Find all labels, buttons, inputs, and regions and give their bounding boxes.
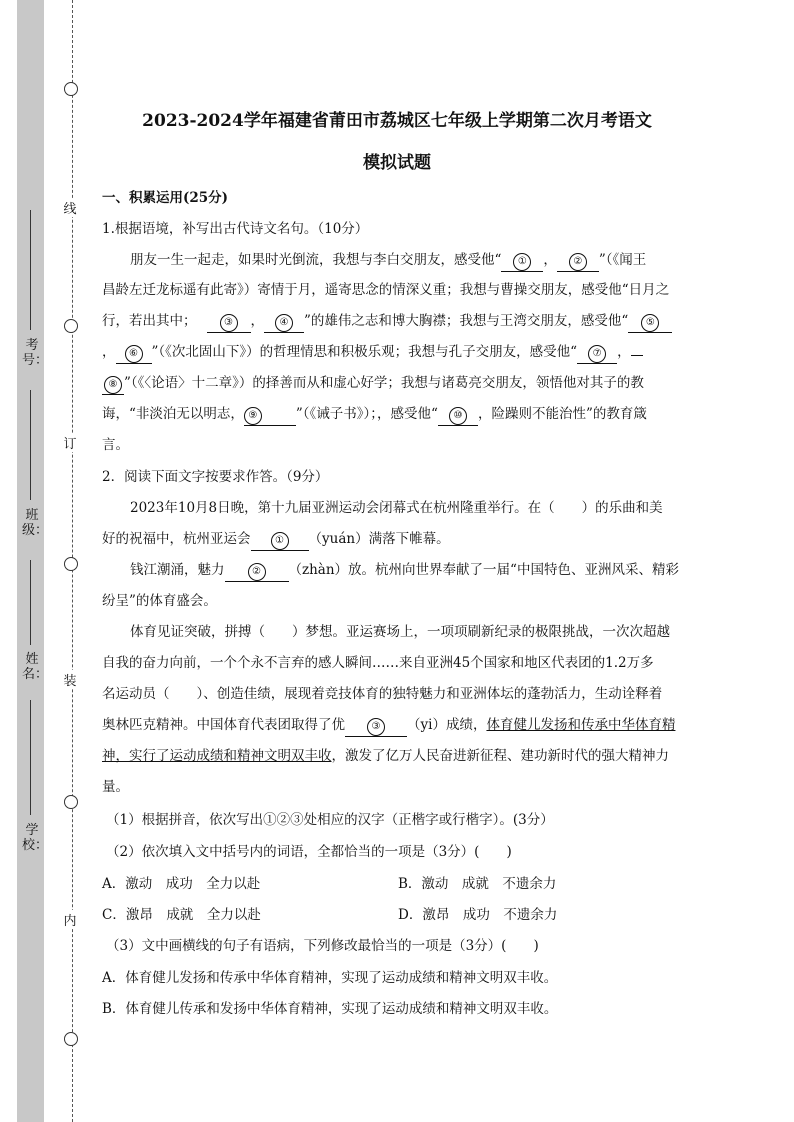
q1-prompt: 1.根据语境，补写出古代诗文名句。（10分） [102, 221, 369, 237]
text: 好的祝福中，杭州亚运会 [102, 531, 251, 547]
text: ”（《诫子书》）；，感受他“ [295, 406, 438, 422]
fill-line-xingming [30, 560, 31, 645]
q1-line [102, 309, 672, 333]
label-xingming: 姓名： [22, 652, 49, 682]
q1-line: 昌龄左迁龙标遥有此寄》）寄情于月，遥寄思念的情深义重；我想与曹操交朋友，感受他“日月之 [102, 282, 670, 298]
num-3: ③ [220, 314, 238, 332]
binding-char-zhuang: 装 [62, 670, 78, 689]
blank-6[interactable] [116, 344, 152, 364]
q1-line [102, 371, 644, 395]
binding-char-xian: 线 [62, 198, 78, 217]
label-xuexiao: 学校： [22, 823, 49, 853]
binding-hole [64, 1032, 78, 1046]
q2-sub2: （2）依次填入文中括号内的词语，全都恰当的一项是（3分）( ) [106, 844, 512, 860]
binding-hole [64, 557, 78, 571]
blank-q2-1[interactable] [251, 531, 309, 551]
blank-9[interactable] [244, 406, 296, 426]
text: ， [543, 252, 557, 268]
option-a[interactable]: A．激动 成功 全力以赴 [102, 876, 261, 892]
text: ， [250, 313, 264, 329]
text: ，激发了亿万人民奋进新征程、建功新时代的强大精神力 [331, 748, 669, 764]
num-5: ⑤ [641, 314, 659, 332]
blank-q2-2[interactable] [225, 562, 289, 582]
blank-8[interactable] [102, 375, 124, 395]
answer-a[interactable]: A．体育健儿发扬和传承中华体育精神，实现了运动成绩和精神文明双丰收。 [102, 970, 558, 986]
q2-para-line: 自我的奋力向前，一个个永不言弃的感人瞬间……来自亚洲45个国家和地区代表团的1.2万多 [102, 655, 654, 671]
blank-q2-3[interactable] [345, 717, 407, 737]
num-2: ② [248, 563, 266, 581]
text: （yuán）满落下帷幕。 [308, 531, 450, 547]
num-2: ② [569, 253, 587, 271]
num-7: ⑦ [588, 345, 606, 363]
binding-char-ding: 订 [62, 433, 78, 452]
text: ， [617, 344, 631, 360]
num-6: ⑥ [125, 345, 143, 363]
text: 朋友一生一起走，如果时光倒流，我想与李白交朋友，感受他“ [130, 252, 502, 268]
q2-prompt: 2．阅读下面文字按要求作答。（9分） [102, 469, 329, 485]
text: ”（《〈论语〉十二章》）的择善而从和虚心好学；我想与诸葛亮交朋友，领悟他对其子的教 [124, 375, 644, 391]
q2-para-line: 量。 [102, 779, 129, 795]
blank-5[interactable] [628, 313, 672, 333]
q2-para-line: 2023年10月8日晚，第十九届亚洲运动会闭幕式在杭州隆重举行。在（ ）的乐曲和美 [130, 500, 663, 516]
fill-line-kaohao [30, 210, 31, 330]
blank-8-start[interactable] [631, 355, 643, 356]
section-heading: 一、积累运用(25分) [102, 190, 229, 206]
binding-char-nei: 内 [62, 910, 78, 929]
blank-7[interactable] [577, 344, 617, 364]
num-3: ③ [367, 718, 385, 736]
binding-hole [64, 319, 78, 333]
num-4: ④ [275, 314, 293, 332]
text: 诲，“非淡泊无以明志， [102, 406, 244, 422]
label-banji: 班级： [22, 508, 49, 538]
num-10: ⑩ [449, 407, 467, 425]
q1-line [102, 402, 647, 426]
num-1: ① [271, 532, 289, 550]
text: ”（《闻王 [598, 252, 647, 268]
num-8: ⑧ [104, 376, 122, 394]
q1-line [102, 340, 643, 364]
q2-sub3: （3）文中画横线的句子有语病，下列修改最恰当的一项是（3分）( ) [106, 938, 539, 954]
binding-hole [64, 795, 78, 809]
text: 钱江潮涌，魅力 [130, 562, 225, 578]
option-c[interactable]: C．激昂 成就 全力以赴 [102, 907, 261, 923]
page-subtitle: 模拟试题 [363, 153, 431, 173]
num-9: ⑨ [244, 407, 262, 425]
blank-2[interactable] [557, 252, 599, 272]
fill-line-banji [30, 390, 31, 500]
q1-line [130, 248, 646, 272]
fill-line-xuexiao [30, 700, 31, 815]
blank-10[interactable] [438, 406, 478, 426]
q2-para-line [102, 527, 450, 551]
option-d[interactable]: D．激昂 成功 不遗余力 [398, 907, 558, 923]
q2-para-line [130, 558, 679, 582]
text: ”（《次北固山下》）的哲理情思和积极乐观；我想与孔子交朋友，感受他“ [151, 344, 578, 360]
num-1: ① [513, 253, 531, 271]
blank-3[interactable] [207, 313, 251, 333]
text: 行，若出其中； [102, 313, 197, 329]
page-title: 2023-2024学年福建省莆田市荔城区七年级上学期第二次月考语文 [142, 111, 652, 131]
blank-4[interactable] [264, 313, 304, 333]
option-b[interactable]: B．激动 成就 不遗余力 [398, 876, 557, 892]
text: ，险躁则不能治性”的教育箴 [477, 406, 647, 422]
q1-line: 言。 [102, 437, 129, 453]
text: （yi）成绩， [407, 717, 487, 733]
underlined-sentence: 体育健儿发扬和传承中华体育精 [486, 717, 676, 733]
text: （zhàn）放。杭州向世界奉献了一届“中国特色、亚洲风采、精彩 [288, 562, 679, 578]
answer-b[interactable]: B．体育健儿传承和发扬中华体育精神，实现了运动成绩和精神文明双丰收。 [102, 1001, 558, 1017]
q2-para-line: 纷呈”的体育盛会。 [102, 593, 217, 609]
q2-para-line: 体育见证突破，拼搏（ ）梦想。亚运赛场上，一项项刷新纪录的极限挑战，一次次超越 [130, 624, 670, 640]
label-kaohao: 考号： [22, 338, 49, 368]
blank-1[interactable] [501, 252, 543, 272]
q2-sub1: （1）根据拼音，依次写出①②③处相应的汉字（正楷字或行楷字）。(3分） [106, 812, 554, 828]
text: 奥林匹克精神。中国体育代表团取得了优 [102, 717, 345, 733]
q2-para-line: 名运动员（ ）、创造佳绩，展现着竞技体育的独特魅力和亚洲体坛的蓬勃活力，生动诠释着 [102, 686, 663, 702]
text: ， [102, 344, 116, 360]
underlined-sentence: 神，实行了运动成绩和精神文明双丰收 [102, 748, 332, 764]
q2-para-line [102, 744, 669, 764]
text: ”的雄伟之志和博大胸襟；我想与王湾交朋友，感受他“ [304, 313, 629, 329]
q2-para-line [102, 713, 675, 737]
binding-hole [64, 82, 78, 96]
